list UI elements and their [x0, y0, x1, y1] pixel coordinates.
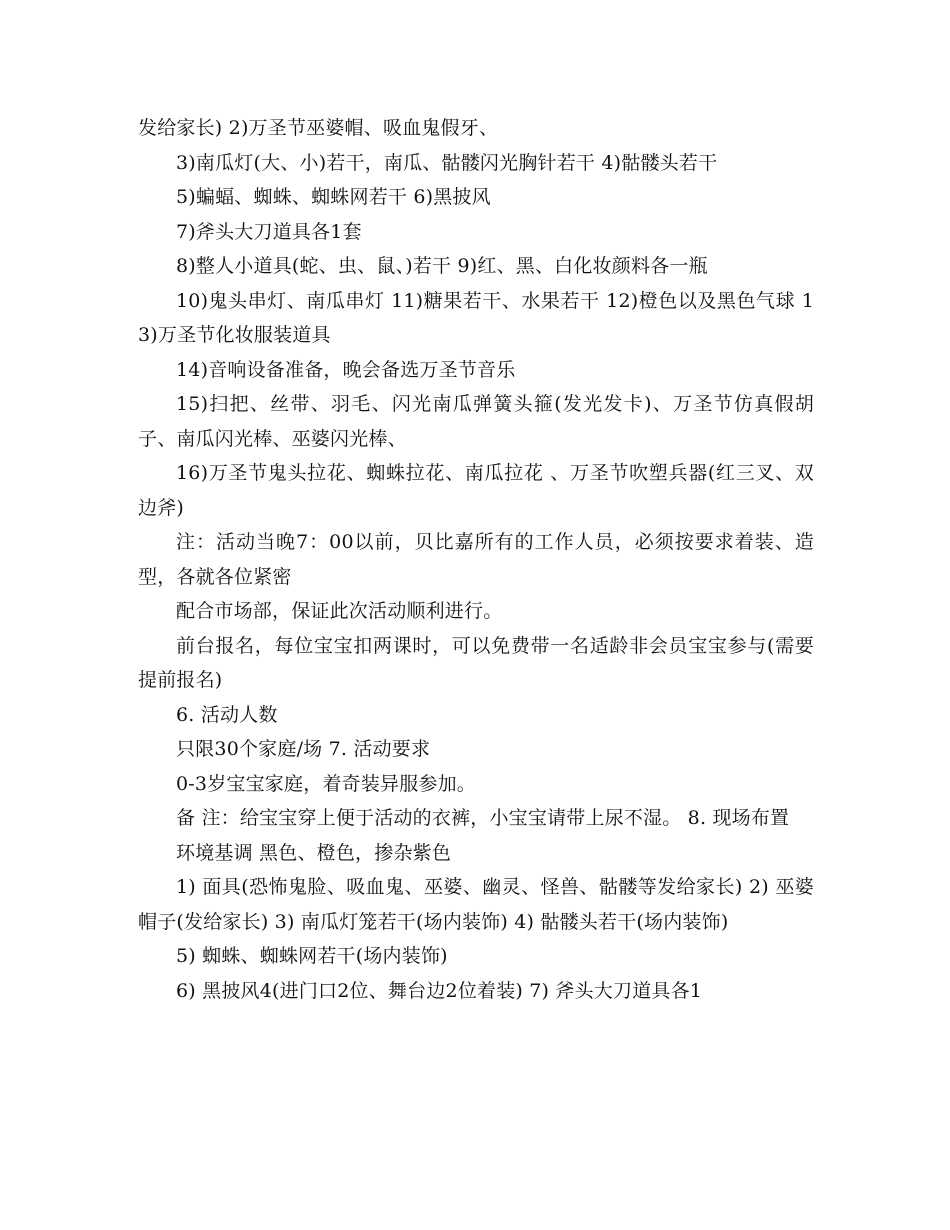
paragraph-10: 注：活动当晚7：00以前，贝比嘉所有的工作人员，必须按要求着装、造型，各就各位紧密: [138, 531, 814, 588]
paragraph-5: 8)整人小道具(蛇、虫、鼠、)若干 9)红、黑、白化妆颜料各一瓶: [176, 255, 708, 277]
paragraph-16: 备 注：给宝宝穿上便于活动的衣裤，小宝宝请带上尿不湿。 8. 现场布置: [176, 807, 790, 829]
paragraph-9: 16)万圣节鬼头拉花、蜘蛛拉花、南瓜拉花 、万圣节吹塑兵器(红三叉、双边斧): [138, 462, 814, 519]
paragraph-7: 14)音响设备准备，晚会备选万圣节音乐: [176, 358, 516, 381]
paragraph-6: 10)鬼头串灯、南瓜串灯 11)糖果若干、水果若干 12)橙色以及黑色气球 13)万圣节化妆服装道具: [138, 289, 814, 346]
paragraph-2: 3)南瓜灯(大、小)若干，南瓜、骷髅闪光胸针若干 4)骷髅头若干: [176, 151, 718, 174]
paragraph-14: 只限30个家庭/场 7. 活动要求: [176, 738, 431, 760]
paragraph-13: 6. 活动人数: [176, 703, 278, 726]
paragraph-3: 5)蝙蝠、蜘蛛、蜘蛛网若干 6)黑披风: [176, 186, 491, 208]
paragraph-18: 1) 面具(恐怖鬼脸、吸血鬼、巫婆、幽灵、怪兽、骷髅等发给家长) 2) 巫婆帽子(发给家长) 3) 南瓜灯笼若干(场内装饰) 4) 骷髅头若干(场内装饰): [138, 876, 814, 933]
paragraph-12: 前台报名，每位宝宝扣两课时，可以免费带一名适龄非会员宝宝参与(需要提前报名): [138, 634, 814, 691]
paragraph-8: 15)扫把、丝带、羽毛、闪光南瓜弹簧头箍(发光发卡)、万圣节仿真假胡子、南瓜闪光棒、巫婆闪光棒、: [138, 393, 814, 450]
paragraph-15: 0-3岁宝宝家庭，着奇装异服参加。: [176, 772, 476, 795]
paragraph-20: 6) 黑披风4(进门口2位、舞台边2位着装) 7) 斧头大刀道具各1: [176, 979, 703, 1002]
paragraph-17: 环境基调 黑色、橙色，掺杂紫色: [176, 841, 452, 864]
paragraph-19: 5) 蜘蛛、蜘蛛网若干(场内装饰): [176, 945, 448, 967]
paragraph-4: 7)斧头大刀道具各1套: [176, 220, 362, 243]
paragraph-1: 发给家长) 2)万圣节巫婆帽、吸血鬼假牙、: [138, 117, 499, 139]
paragraph-11: 配合市场部，保证此次活动顺利进行。: [176, 600, 503, 622]
document-body: [138, 111, 814, 1008]
